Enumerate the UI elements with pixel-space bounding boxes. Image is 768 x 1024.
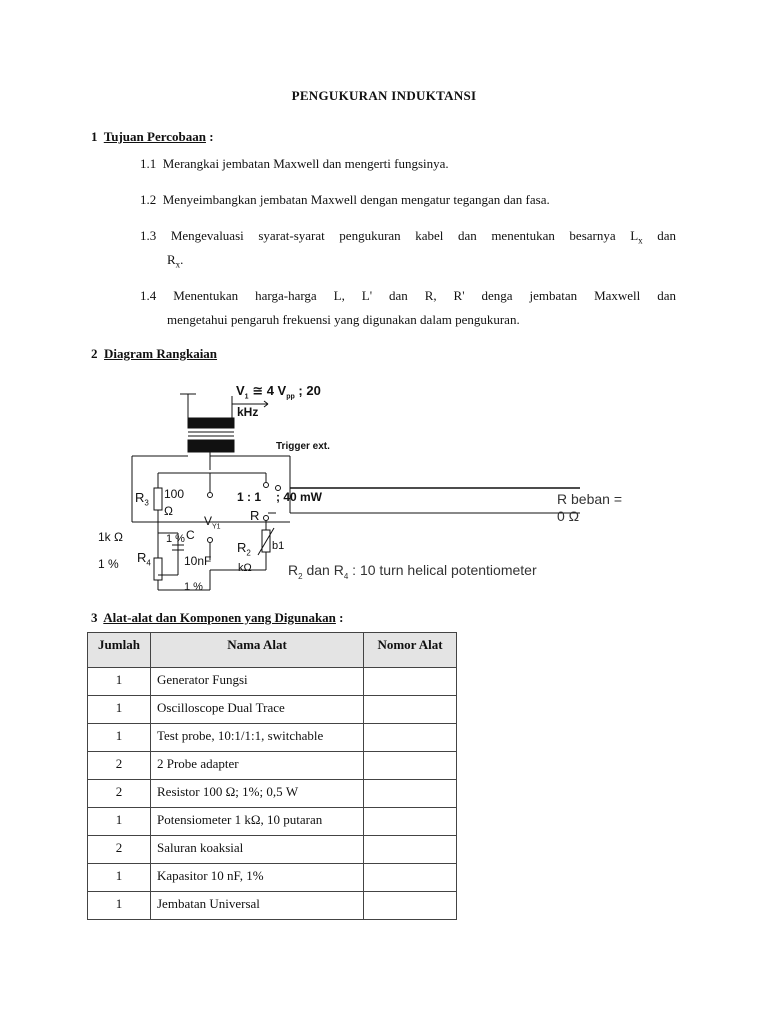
- cell-name: Saluran koaksial: [151, 836, 364, 864]
- diagram-label-r2: [237, 540, 251, 558]
- r2-symbol: R: [237, 540, 247, 555]
- cell-number: [364, 780, 457, 808]
- r4-symbol: R: [137, 550, 147, 565]
- cell-number: [364, 808, 457, 836]
- section-3-colon: :: [339, 610, 344, 625]
- section-2-title: Diagram Rangkaian: [104, 346, 218, 361]
- section-3-heading: [91, 610, 344, 626]
- cell-qty: 1: [88, 668, 151, 696]
- diagram-label-r1-tolerance: 1 %: [184, 581, 203, 593]
- cell-number: [364, 696, 457, 724]
- cell-name: Potensiometer 1 kΩ, 10 putaran: [151, 808, 364, 836]
- section-2-number: 2: [91, 346, 98, 361]
- cell-name: Jembatan Universal: [151, 892, 364, 920]
- note-mid: dan R: [302, 562, 344, 578]
- item-text: Mengevaluasi syarat-syarat pengukuran kabel dan menentukan besarnya L: [170, 228, 639, 243]
- section-3-number: 3: [91, 610, 98, 625]
- note-end: : 10 turn helical potentiometer: [348, 562, 537, 578]
- table-row: [88, 808, 457, 836]
- item-text: Menentukan harga-harga L, L' dan R, R' denga jembatan Maxwell dan: [173, 288, 676, 303]
- section-3-title: Alat-alat dan Komponen yang Digunakan: [103, 610, 336, 625]
- r3-symbol: R: [135, 490, 145, 505]
- equipment-table: [87, 632, 457, 920]
- diagram-label-vy1: [204, 514, 221, 530]
- section-2-heading: [91, 346, 217, 362]
- diagram-label-r2-value: kΩ: [238, 562, 252, 574]
- table-row: [88, 668, 457, 696]
- section-1-number: 1: [91, 129, 98, 144]
- diagram-label-c-tolerance: 1 %: [166, 533, 185, 545]
- vy1-symbol: V: [204, 514, 213, 528]
- diagram-label-r3-value: 100: [164, 487, 185, 501]
- cell-number: [364, 724, 457, 752]
- diagram-label-ratio: 1 : 1: [237, 490, 262, 504]
- item-number: 1.3: [140, 228, 157, 243]
- v1-subscript: 1: [244, 393, 249, 401]
- cell-name: Kapasitor 10 nF, 1%: [151, 864, 364, 892]
- item-subscript: x: [175, 259, 181, 270]
- item-text: R: [167, 252, 176, 267]
- r2-subscript: 2: [246, 548, 251, 558]
- table-row: [88, 724, 457, 752]
- cell-name: Resistor 100 Ω; 1%; 0,5 W: [151, 780, 364, 808]
- list-item-line1: [140, 283, 676, 309]
- cell-qty: 2: [88, 836, 151, 864]
- cell-number: [364, 864, 457, 892]
- item-text: Merangkai jembatan Maxwell dan mengerti fungsinya.: [162, 156, 449, 171]
- diagram-label-r4: [137, 550, 151, 568]
- v1-subscript-pp: pp: [286, 393, 295, 401]
- item-number: 1.1: [140, 156, 157, 171]
- table-row: [88, 696, 457, 724]
- section-1-title: Tujuan Percobaan: [103, 129, 206, 144]
- r4-subscript: 4: [146, 558, 151, 568]
- section-1-colon: :: [209, 129, 214, 144]
- cell-name: Test probe, 10:1/1:1, switchable: [151, 724, 364, 752]
- diagram-label-rbeban: R beban =: [557, 491, 622, 507]
- item-text: mengetahui pengaruh frekuensi yang digunakan dalam pengukuran.: [167, 312, 520, 327]
- cell-qty: 2: [88, 780, 151, 808]
- diagram-label-rbeban-value: 0 Ω: [557, 508, 580, 524]
- list-item-line1: [140, 223, 676, 254]
- diagram-label-c-value: 10nF: [184, 554, 212, 568]
- diagram-label-r: R: [250, 508, 260, 523]
- note-subscript-2: 2: [298, 571, 303, 581]
- diagram-label-trigger: Trigger ext.: [276, 441, 330, 452]
- cell-name: Oscilloscope Dual Trace: [151, 696, 364, 724]
- v1-symbol: V: [236, 383, 245, 398]
- table-row: [88, 752, 457, 780]
- cell-number: [364, 668, 457, 696]
- diagram-label-c: C: [186, 528, 195, 542]
- item-number: 1.2: [140, 192, 157, 207]
- list-item-line2: [167, 307, 520, 333]
- table-row: [88, 836, 457, 864]
- table-row: [88, 892, 457, 920]
- diagram-label-r2-b1: b1: [272, 540, 285, 552]
- cell-qty: 1: [88, 808, 151, 836]
- header-jumlah: Jumlah: [88, 633, 151, 668]
- header-nama-alat: Nama Alat: [151, 633, 364, 668]
- list-item-line2: [167, 247, 183, 278]
- diagram-label-r3-unit: Ω: [164, 504, 173, 518]
- note-subscript-4: 4: [343, 571, 349, 581]
- item-text-end: .: [180, 252, 184, 267]
- diagram-label-r3: [135, 490, 149, 508]
- header-nomor-alat: Nomor Alat: [364, 633, 457, 668]
- note-r: R: [288, 562, 299, 578]
- diagram-label-power: ; 40 mW: [276, 490, 323, 504]
- item-number: 1.4: [140, 288, 157, 303]
- cell-qty: 1: [88, 864, 151, 892]
- diagram-label-khz: kHz: [237, 405, 259, 419]
- v1-frequency: ; 20: [298, 383, 321, 398]
- list-item: [140, 187, 550, 213]
- cell-qty: 1: [88, 696, 151, 724]
- cell-number: [364, 752, 457, 780]
- cell-qty: 1: [88, 724, 151, 752]
- page-title: PENGUKURAN INDUKTANSI: [291, 88, 477, 103]
- cell-name: 2 Probe adapter: [151, 752, 364, 780]
- vy1-subscript: Y1: [212, 523, 221, 531]
- cell-number: [364, 836, 457, 864]
- diagram-label-r4-value: 1k Ω: [98, 530, 123, 544]
- diagram-label-r4-tolerance: 1 %: [98, 557, 119, 571]
- cell-qty: 1: [88, 892, 151, 920]
- item-text: Menyeimbangkan jembatan Maxwell dengan mengatur tegangan dan fasa.: [162, 192, 550, 207]
- item-subscript: x: [638, 235, 643, 246]
- table-row: [88, 864, 457, 892]
- item-text-end: dan: [642, 228, 677, 243]
- cell-qty: 2: [88, 752, 151, 780]
- diagram-label-v1: [236, 383, 321, 401]
- diagram-note: [288, 562, 537, 581]
- list-item: [140, 151, 449, 177]
- section-1-heading: [91, 129, 214, 145]
- cell-number: [364, 892, 457, 920]
- r3-subscript: 3: [144, 498, 149, 508]
- table-row: [88, 780, 457, 808]
- cell-name: Generator Fungsi: [151, 668, 364, 696]
- v1-value: ≅ 4 V: [252, 383, 287, 398]
- table-header-row: [88, 633, 457, 668]
